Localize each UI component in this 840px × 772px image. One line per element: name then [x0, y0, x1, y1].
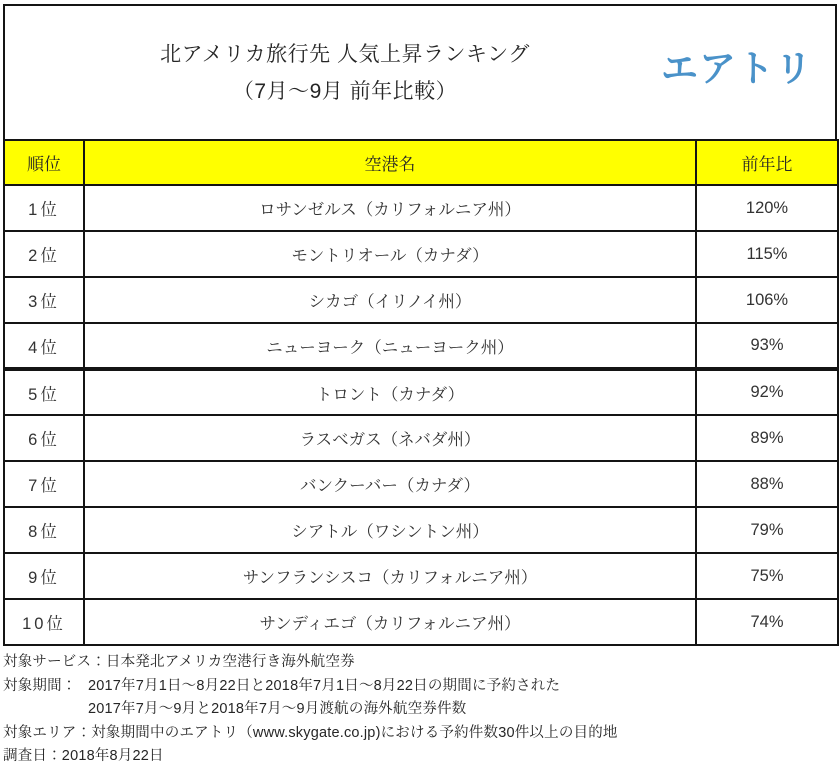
- column-header-airport: 空港名: [84, 140, 696, 185]
- column-header-yoy: 前年比: [696, 140, 838, 185]
- rank-cell: 3位: [4, 277, 84, 323]
- table-row: [4, 277, 838, 323]
- table-row: [4, 507, 838, 553]
- table-header: [4, 140, 838, 185]
- yoy-cell: 93%: [696, 323, 838, 369]
- airtrip-logo: エアトリ: [661, 48, 813, 89]
- yoy-cell: 120%: [696, 185, 838, 231]
- yoy-cell: 115%: [696, 231, 838, 277]
- airport-cell: サンフランシスコ（カリフォルニア州）: [84, 553, 696, 599]
- yoy-cell: 75%: [696, 553, 838, 599]
- table-row: [4, 323, 838, 369]
- rank-cell: 6位: [4, 415, 84, 461]
- footnotes: [3, 651, 837, 769]
- airport-cell: ラスベガス（ネバダ州）: [84, 415, 696, 461]
- table-row: [4, 231, 838, 277]
- airport-cell: ロサンゼルス（カリフォルニア州）: [84, 185, 696, 231]
- title-line-2: （7月～9月 前年比較）: [232, 80, 458, 103]
- rank-cell: 7位: [4, 461, 84, 507]
- rank-cell: 8位: [4, 507, 84, 553]
- table-row: [4, 599, 838, 645]
- airport-cell: シアトル（ワシントン州）: [84, 507, 696, 553]
- rank-cell: 10位: [4, 599, 84, 645]
- table-row: [4, 461, 838, 507]
- ranking-table: [3, 139, 839, 646]
- table-row: [4, 553, 838, 599]
- airport-cell: モントリオール（カナダ）: [84, 231, 696, 277]
- footnote-survey-date: 調査日：2018年8月22日: [3, 748, 164, 764]
- footnote-area: 対象エリア：対象期間中のエアトリ（www.skygate.co.jp)における予約件数30件以上の目的地: [3, 724, 618, 741]
- rank-cell: 9位: [4, 553, 84, 599]
- airport-cell: バンクーバー（カナダ）: [84, 461, 696, 507]
- title-line-1: 北アメリカ旅行先 人気上昇ランキング: [160, 42, 530, 66]
- rank-cell: 4位: [4, 323, 84, 369]
- airport-cell: トロント（カナダ）: [84, 369, 696, 415]
- yoy-cell: 92%: [696, 369, 838, 415]
- rank-cell: 1位: [4, 185, 84, 231]
- page-title: [5, 6, 685, 141]
- footnote-period-continued: 2017年7月～9月と2018年7月～9月渡航の海外航空券件数: [88, 701, 467, 717]
- table-row: [4, 415, 838, 461]
- table-header-row: [4, 140, 838, 185]
- airport-cell: ニューヨーク（ニューヨーク州）: [84, 323, 696, 369]
- yoy-cell: 79%: [696, 507, 838, 553]
- yoy-cell: 88%: [696, 461, 838, 507]
- yoy-cell: 74%: [696, 599, 838, 645]
- column-header-rank: 順位: [4, 140, 84, 185]
- title-box: [3, 4, 837, 141]
- rank-cell: 5位: [4, 369, 84, 415]
- airport-cell: サンディエゴ（カリフォルニア州）: [84, 599, 696, 645]
- table-row: [4, 369, 838, 415]
- footnote-period: [3, 675, 837, 699]
- airport-cell: シカゴ（イリノイ州）: [84, 277, 696, 323]
- footnote-period-text-1: 2017年7月1日～8月22日と2018年7月1日～8月22日の期間に予約された: [88, 677, 561, 694]
- yoy-cell: 106%: [696, 277, 838, 323]
- footnote-service: 対象サービス：日本発北アメリカ空港行き海外航空券: [3, 654, 355, 670]
- yoy-cell: 89%: [696, 415, 838, 461]
- rank-cell: 2位: [4, 231, 84, 277]
- table-row: [4, 185, 838, 231]
- footnote-period-label: 対象期間：: [3, 677, 77, 694]
